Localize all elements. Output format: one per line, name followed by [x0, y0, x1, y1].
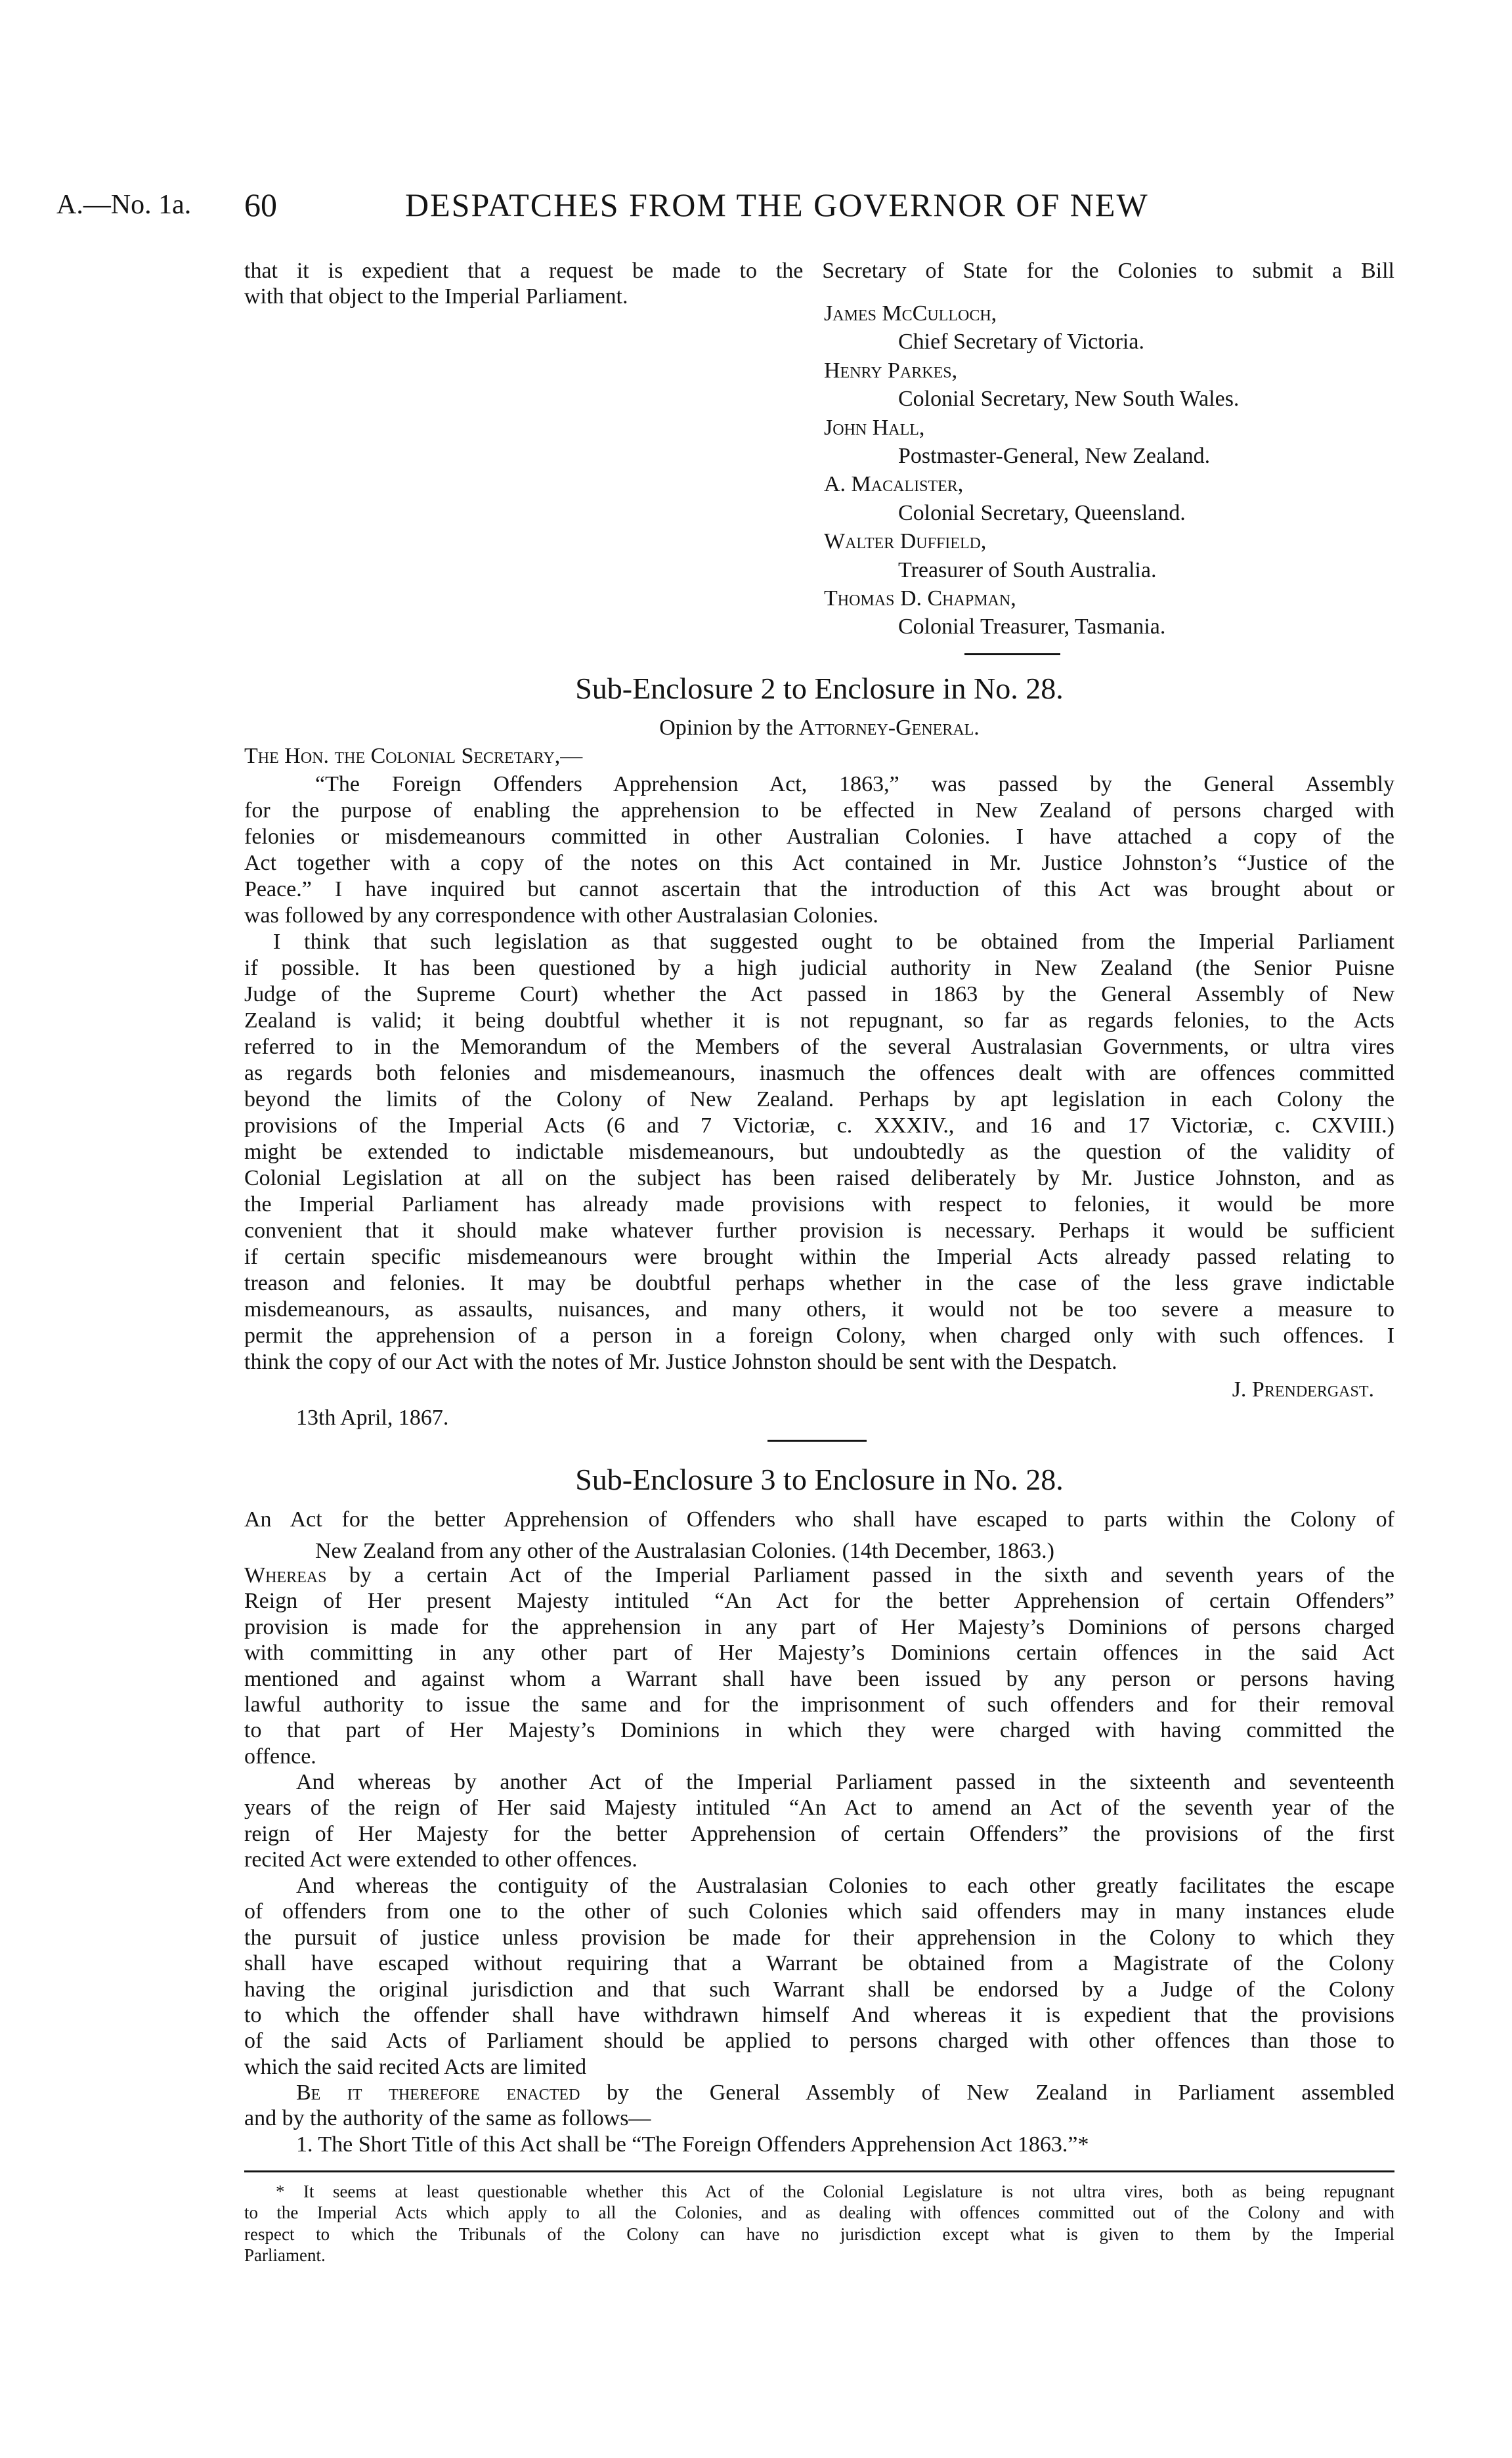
text-line [244, 1113, 1394, 1139]
text-line [244, 1951, 1394, 1976]
signatory-name: John Hall, [824, 415, 925, 440]
text-line [244, 824, 1394, 850]
signatory-name: A. Macalister, [824, 472, 964, 497]
text-line [244, 2105, 1394, 2131]
page-number: 60 [244, 186, 277, 223]
text-line [244, 1977, 1394, 2002]
small-caps-text: Be it therefore enacted [296, 2081, 580, 2105]
signatory-office: Colonial Treasurer, Tasmania. [898, 614, 1166, 639]
italic-text: New Zealand from any other of the Australasian Colonies. [315, 1539, 837, 1563]
sub-enclosure-3-heading: Sub-Enclosure 3 to Enclosure in No. 28. [575, 1463, 1064, 1496]
signatory-name: Thomas D. Chapman, [824, 586, 1016, 611]
text-run: Judge of the Supreme Court) whether the Act passed in 1863 by the General Assembly of New [244, 982, 1394, 1006]
text-run: was followed by any correspondence with other Australasian Colonies. [244, 903, 878, 928]
text-run: that it is expedient that a request be made to the Secretary of State for the Colonies to submit a Bill [244, 259, 1394, 283]
signatory-office: Colonial Secretary, Queensland. [898, 500, 1186, 525]
text-run: treason and felonies. It may be doubtful perhaps whether in the case of the less grave indictable [244, 1271, 1394, 1295]
text-line [244, 1270, 1394, 1297]
small-caps-text: Whereas [244, 1563, 327, 1587]
italic-text: ultra vires [1289, 1035, 1394, 1059]
section-divider [964, 653, 1060, 655]
text-run: beyond the limits of the Colony of New Zealand. Perhaps by apt legislation in each Colony the [244, 1087, 1394, 1111]
text-run: misdemeanours, as assaults, nuisances, and many others, it would not be too severe a measure to [244, 1297, 1394, 1322]
text-run: I think that such legislation as that suggested ought to be obtained from the Imperial Parliament [273, 930, 1394, 954]
text-line [244, 1244, 1394, 1270]
text-line [244, 850, 1394, 876]
text-run: with that object to the Imperial Parliament. [244, 284, 628, 309]
text-line [244, 1692, 1394, 1717]
section-divider [767, 1440, 867, 1442]
text-line [244, 1060, 1394, 1087]
text-line [244, 1847, 1394, 1872]
act-title [244, 1504, 1394, 1567]
signatory-office: Colonial Secretary, New South Wales. [898, 387, 1240, 412]
text-line [244, 1873, 1394, 1899]
text-run: to which the offender shall have withdrawn himself And whereas it is expedient that the provisions [244, 2003, 1394, 2028]
text-run: referred to in the Memorandum of the Members of the several Australasian Governments, or [244, 1035, 1289, 1059]
sub-enclosure-2-heading: Sub-Enclosure 2 to Enclosure in No. 28. [575, 672, 1064, 705]
text-run: And whereas the contiguity of the Australasian Colonies to each other greatly facilitates the escape [296, 1874, 1394, 1898]
text-line [244, 1192, 1394, 1218]
text-run: and by the authority of the same as follows— [244, 2106, 651, 2131]
signatory-office: Treasurer of South Australia. [898, 557, 1157, 582]
text-run: permit the apprehension of a person in a foreign Colony, when charged only with such offences. I [244, 1324, 1394, 1348]
text-line [244, 929, 1394, 955]
opinion-paragraph-1 [244, 771, 1394, 929]
text-run: by a certain Act of the Imperial Parliament passed in the sixth and seventh years of the [326, 1563, 1394, 1587]
text-line [244, 2002, 1394, 2028]
text-line [244, 2245, 1394, 2266]
opinion-subheading [0, 715, 1512, 741]
text-run: might be extended to indictable misdemeanours, but undoubtedly as the question of the validity of [244, 1140, 1394, 1164]
salutation: The Hon. the Colonial Secretary,— [244, 744, 583, 768]
text-line [244, 1717, 1394, 1743]
signatory-name: Walter Duffield, [824, 529, 987, 554]
text-line [244, 1297, 1394, 1323]
text-line [244, 1899, 1394, 1924]
opinion-signature: J. Prendergast. [1232, 1377, 1374, 1402]
text-line [244, 1087, 1394, 1113]
text-run: Peace.” I have inquired but cannot ascertain that the introduction of this Act was brought about or [244, 877, 1394, 901]
text-line [244, 1744, 1394, 1769]
text-line [244, 1588, 1394, 1614]
text-line [244, 2224, 1394, 2245]
signatories-block [824, 299, 1239, 641]
text-line [244, 2080, 1394, 2105]
text-run: respect to which the Tribunals of the Colony can have no jurisdiction except what is given to them by the Imperial [244, 2224, 1394, 2244]
text-run: reign of Her Majesty for the better Apprehension of certain Offenders” the provisions of the first [244, 1821, 1394, 1846]
text-line [244, 1821, 1394, 1847]
text-run: Zealand is valid; it being doubtful whether it is not repugnant, so far as regards felonies, to the Acts [244, 1008, 1394, 1033]
text-run: lawful authority to issue the same and for the imprisonment of such offenders and for their removal [244, 1693, 1394, 1717]
act-preamble-1 [244, 1563, 1394, 1769]
text-run: “The Foreign Offenders Apprehension Act, 1863,” was passed by the General Assembly [315, 772, 1394, 796]
text-run: shall have escaped without requiring that a Warrant be obtained from a Magistrate of the Colony [244, 1951, 1394, 1976]
enacting-clause [244, 2080, 1394, 2132]
opinion-paragraph-2 [244, 929, 1394, 1375]
text-run: (14th December, 1863.) [836, 1539, 1054, 1563]
section-1-short-title [244, 2132, 1394, 2157]
text-run: Parliament. [244, 2245, 326, 2266]
text-line [244, 1349, 1394, 1375]
text-run: provisions of the Imperial Acts (6 and 7 Victoriæ, c. XXXIV., and 16 and 17 Victoriæ, c. CXVIII.) [244, 1113, 1394, 1138]
text-run: recited Act were extended to other offences. [244, 1847, 637, 1872]
text-run: of offenders from one to the other of such Colonies which said offenders may in many instances elude [244, 1899, 1394, 1924]
signatory-office: Chief Secretary of Victoria. [898, 330, 1144, 355]
text-line [244, 1139, 1394, 1165]
text-run: , both as being repugnant [1158, 2182, 1394, 2201]
text-run: Act together with a copy of the notes on this Act contained in Mr. Justice Johnston’s “Justice of the [244, 851, 1394, 875]
text-run: think the copy of our Act with the notes of Mr. Justice Johnston should be sent with the Despatch. [244, 1350, 1117, 1374]
text-run: mentioned and against whom a Warrant shall have been issued by any person or persons having [244, 1666, 1394, 1691]
text-line [244, 798, 1394, 824]
opinion-prefix: Opinion by the [659, 716, 799, 740]
signatory-name: Henry Parkes, [824, 358, 958, 383]
text-line [244, 1504, 1394, 1536]
text-run: 1. The Short Title of this Act shall be “The Foreign Offenders Apprehension Act 1863.”* [296, 2132, 1089, 2157]
text-line [244, 258, 1394, 284]
text-run: provision is made for the apprehension in any part of Her Majesty’s Dominions of persons charged [244, 1614, 1394, 1639]
text-run: the Imperial Parliament has already made provisions with respect to felonies, it would be more [244, 1192, 1394, 1217]
text-line [244, 1640, 1394, 1666]
text-line [244, 1666, 1394, 1692]
text-line [244, 1925, 1394, 1951]
italic-text: ultra vires [1073, 2182, 1159, 2201]
text-run: years of the reign of Her said Majesty intituled “An Act to amend an Act of the seventh year of the [244, 1796, 1394, 1821]
text-run: felonies or misdemeanours committed in other Australian Colonies. I have attached a copy of the [244, 825, 1394, 849]
footnote-divider [244, 2170, 1394, 2172]
text-line [244, 1769, 1394, 1795]
text-line [244, 2181, 1394, 2202]
text-run: of the said Acts of Parliament should be applied to persons charged with other offences than those to [244, 2029, 1394, 2054]
opinion-author: Attorney-General. [798, 716, 980, 740]
text-line [244, 1614, 1394, 1640]
text-run: * It seems at least questionable whether this Act of the Colonial Legislature is not [276, 2182, 1073, 2201]
text-line [244, 2132, 1394, 2157]
text-line [244, 2202, 1394, 2223]
text-line [244, 876, 1394, 903]
signatory-name: James McCulloch, [824, 301, 997, 326]
text-line [244, 903, 1394, 929]
opinion-date: 13th April, 1867. [296, 1406, 449, 1430]
text-run: by the General Assembly of New Zealand in Parliament assembled [580, 2081, 1394, 2105]
text-line [244, 2028, 1394, 2054]
text-line [244, 2054, 1394, 2080]
text-run: Colonial Legislation at all on the subject has been raised deliberately by Mr. Justice Johnston, and as [244, 1166, 1394, 1190]
text-run: to that part of Her Majesty’s Dominions in which they were charged with having committed the [244, 1718, 1394, 1743]
text-run: with committing in any other part of Her Majesty’s Dominions certain offences in the said Act [244, 1641, 1394, 1666]
text-line [244, 1795, 1394, 1821]
text-run: the pursuit of justice unless provision be made for their apprehension in the Colony to which they [244, 1925, 1394, 1950]
text-line [244, 1323, 1394, 1349]
text-run: convenient that it should make whatever further provision is necessary. Perhaps it would be sufficient [244, 1218, 1394, 1243]
text-line [244, 1563, 1394, 1588]
signatory-office: Postmaster-General, New Zealand. [898, 444, 1211, 469]
text-run: And whereas by another Act of the Imperial Parliament passed in the sixteenth and seventeenth [296, 1770, 1394, 1794]
text-line [244, 1034, 1394, 1060]
text-line [244, 955, 1394, 981]
document-reference: A.—No. 1a. [56, 190, 192, 220]
italic-text: An Act for the better Apprehension of Offenders who shall have escaped to parts within the Colony of [244, 1507, 1394, 1532]
text-run: offence. [244, 1744, 316, 1769]
act-preamble-2 [244, 1769, 1394, 1873]
text-run: for the purpose of enabling the apprehension to be effected in New Zealand of persons charged with [244, 798, 1394, 823]
text-run: having the original jurisdiction and that such Warrant shall be endorsed by a Judge of the Colony [244, 1977, 1394, 2002]
text-run: if possible. It has been questioned by a high judicial authority in New Zealand (the Senior Puisne [244, 956, 1394, 980]
text-run: Reign of Her present Majesty intituled “An Act for the better Apprehension of certain Offenders” [244, 1589, 1394, 1614]
running-title: DESPATCHES FROM THE GOVERNOR OF NEW [405, 186, 1149, 223]
text-run: which the said recited Acts are limited [244, 2054, 587, 2079]
text-run: to the Imperial Acts which apply to all the Colonies, and as dealing with offences committed out of the Colony and with [244, 2203, 1394, 2223]
text-run: if certain specific misdemeanours were brought within the Imperial Acts already passed relating to [244, 1245, 1394, 1269]
text-line [244, 1008, 1394, 1034]
text-run: as regards both felonies and misdemeanours, inasmuch the offences dealt with are offences committed [244, 1061, 1394, 1085]
text-line [244, 981, 1394, 1008]
act-preamble-3 [244, 1873, 1394, 2080]
text-line [244, 1165, 1394, 1192]
text-line [244, 1218, 1394, 1244]
text-line [244, 771, 1394, 798]
footnote [244, 2181, 1394, 2266]
